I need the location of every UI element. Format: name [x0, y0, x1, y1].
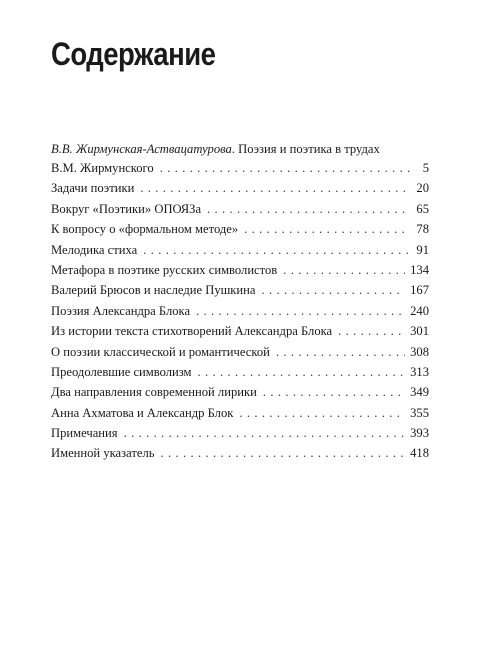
toc-page-number: 355 [410, 405, 429, 420]
toc-entry-title: Метафора в поэтике русских символистов [51, 262, 278, 277]
table-of-contents [51, 141, 429, 464]
toc-entry [51, 423, 429, 443]
toc-page-number: 134 [410, 262, 429, 277]
toc-entry [51, 403, 429, 423]
dot-leader [283, 260, 405, 280]
toc-entry-line [51, 260, 429, 280]
dot-leader [338, 321, 405, 341]
dot-leader [276, 342, 405, 362]
toc-entry-title: К вопросу о «формальном методе» [51, 222, 239, 237]
dot-leader [143, 240, 410, 260]
toc-entry-line [51, 321, 429, 341]
toc-page-number: 393 [410, 426, 429, 441]
toc-entry-title: Поэзия Александра Блока [51, 303, 191, 318]
toc-entry-title-part2: В.М. Жирмунского [51, 161, 154, 175]
toc-entry [51, 178, 429, 198]
toc-entry [51, 382, 429, 402]
toc-entry [51, 301, 429, 321]
toc-entry [51, 260, 429, 280]
toc-page-number: 240 [410, 303, 429, 318]
toc-entry-line [51, 219, 429, 239]
dot-leader [161, 443, 406, 463]
toc-entry-title: Преодолевшие символизм [51, 364, 192, 379]
dot-leader [262, 280, 406, 300]
toc-entry-title: Из истории текста стихотворений Александра Блока [51, 324, 333, 339]
toc-page-number: 301 [410, 324, 429, 339]
toc-entry-title: О поэзии классической и романтической [51, 344, 270, 359]
toc-entry-title: Именной указатель [51, 446, 155, 461]
toc-entry-line [51, 301, 429, 321]
dot-leader [198, 362, 406, 382]
toc-entry-line [51, 280, 429, 300]
dot-leader [244, 219, 410, 239]
toc-page-number: 308 [410, 344, 429, 359]
toc-entry [51, 342, 429, 362]
toc-entry-title: Вокруг «Поэтики» ОПОЯЗа [51, 201, 202, 216]
toc-entry-intro [51, 141, 429, 178]
toc-page-number: 418 [410, 446, 429, 461]
toc-entry-title: Анна Ахматова и Александр Блок [51, 405, 234, 420]
toc-entry [51, 321, 429, 341]
toc-page-number: 65 [416, 201, 429, 216]
toc-entry-title-part1: . Поэзия и поэтика в трудах [231, 142, 380, 156]
toc-entry-line [51, 199, 429, 219]
dot-leader [239, 403, 405, 423]
toc-entry-title: Валерий Брюсов и наследие Пушкина [51, 283, 256, 298]
dot-leader [140, 178, 410, 198]
toc-entry [51, 219, 429, 239]
toc-entry-line [51, 158, 429, 178]
toc-entry [51, 443, 429, 463]
toc-entry-title: Примечания [51, 426, 118, 441]
toc-entry-author: В.В. Жирмунская-Аствацатурова [51, 142, 232, 156]
toc-entry-line [51, 342, 429, 362]
toc-entry-title: Мелодика стиха [51, 242, 138, 257]
toc-page-number: 20 [416, 181, 429, 196]
toc-page-number: 5 [422, 161, 429, 175]
toc-page-number: 91 [416, 242, 429, 257]
dot-leader [124, 423, 406, 443]
toc-entry-line [51, 423, 429, 443]
toc-entry-line [51, 362, 429, 382]
toc-entry [51, 280, 429, 300]
toc-page-number: 349 [410, 385, 429, 400]
toc-entry [51, 362, 429, 382]
page-title: Содержание [51, 36, 216, 72]
toc-page-number: 167 [410, 283, 429, 298]
toc-page-number: 78 [416, 222, 429, 237]
toc-entry-line [51, 443, 429, 463]
dot-leader [207, 199, 410, 219]
toc-entry-line [51, 178, 429, 198]
toc-entry [51, 240, 429, 260]
dot-leader [196, 301, 405, 321]
toc-entry-line [51, 403, 429, 423]
dot-leader [160, 158, 410, 178]
toc-entry-line [51, 382, 429, 402]
toc-entry-first-line [51, 141, 429, 158]
toc-page-number: 313 [410, 364, 429, 379]
toc-entry-line [51, 240, 429, 260]
dot-leader [263, 382, 405, 402]
toc-entry-title: Задачи поэтики [51, 181, 135, 196]
toc-entry [51, 199, 429, 219]
toc-entry-title: Два направления современной лирики [51, 385, 257, 400]
